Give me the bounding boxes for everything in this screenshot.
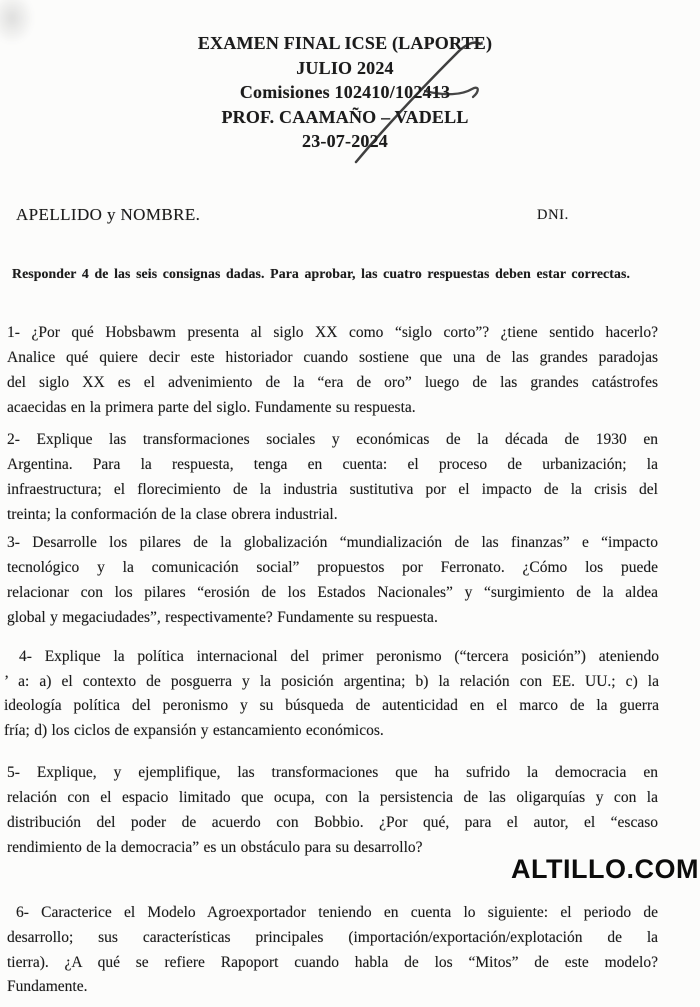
text-line: 5- Explique, y ejemplifique, las transformaciones que ha sufrido la democracia en xyxy=(7,764,658,781)
text-line: rendimiento de la democracia” es un obstáculo para su desarrollo? xyxy=(7,839,423,856)
question-1 xyxy=(7,320,658,420)
text-line: distribución del poder de acuerdo con Bobbio. ¿Por qué, para el autor, el “escaso xyxy=(7,814,658,831)
text-line: infraestructura; el florecimiento de la industria sustitutiva por el impacto de la crisis del xyxy=(7,481,658,498)
text-line: del siglo XX es el advenimiento de la “era de oro” luego de las grandes catástrofes xyxy=(7,374,658,391)
text-line: tecnológico y la comunicación social” propuestos por Ferronato. ¿Cómo los puede xyxy=(7,559,658,576)
exam-header xyxy=(0,31,690,154)
text-line: JULIO 2024 xyxy=(296,57,394,78)
text-line: tierra). ¿A qué se refiere Rapoport cuando habla de los “Mitos” de este modelo? xyxy=(7,953,658,971)
text-line: fría; d) los ciclos de expansión y estancamiento económicos. xyxy=(4,721,384,739)
name-field-label: APELLIDO y NOMBRE. xyxy=(16,205,201,224)
question-3 xyxy=(7,530,658,630)
question-6 xyxy=(7,901,658,1000)
text-line: 4- Explique la política internacional del primer peronismo (“tercera posición”) ateniendo xyxy=(19,648,659,665)
text-line: treinta; la conformación de la clase obrera industrial. xyxy=(7,506,338,523)
text-line: 2- Explique las transformaciones sociales y económicas de la década de 1930 en xyxy=(7,431,658,448)
text-line: acaecidas en la primera parte del siglo. Fundamente su respuesta. xyxy=(7,399,416,416)
text-line: relación con el espacio limitado que ocupa, con la persistencia de las oligarquías y con la xyxy=(7,789,658,806)
dni-field-label: DNI. xyxy=(537,207,569,223)
text-line: ’ a: a) el contexto de posguerra y la posición argentina; b) la relación con EE. UU.; c) la xyxy=(4,672,659,690)
question-5 xyxy=(7,760,658,860)
site-watermark: ALTILLO.COM xyxy=(511,854,699,884)
text-line: PROF. CAAMAÑO – VADELL xyxy=(221,106,469,127)
question-2 xyxy=(7,427,658,527)
text-line: 1- ¿Por qué Hobsbawm presenta al siglo XX como “siglo corto”? ¿tiene sentido hacerlo? xyxy=(7,324,658,341)
text-line: 6- Caracterice el Modelo Agroexportador teniendo en cuenta lo siguiente: el periodo de xyxy=(16,904,658,921)
text-line: desarrollo; sus características principales (importación/exportación/explotación de la xyxy=(7,928,658,946)
instruction-line: Responder 4 de las seis consignas dadas. Para aprobar, las cuatro respuestas deben estar correctas. xyxy=(12,266,630,281)
text-line: EXAMEN FINAL ICSE (LAPORTE) xyxy=(197,33,493,53)
text-line: 23-07-2024 xyxy=(302,131,388,151)
text-line: ideología política del peronismo y su búsqueda de autenticidad en el marco de la guerra xyxy=(4,697,659,714)
question-4 xyxy=(4,645,659,743)
text-line: Fundamente. xyxy=(7,978,88,996)
text-line: relacionar con los pilares “erosión de los Estados Nacionales” y “surgimiento de la aldea xyxy=(7,584,658,601)
text-line: 3- Desarrolle los pilares de la globalización “mundialización de las finanzas” e “impacto xyxy=(7,534,658,551)
text-line: Argentina. Para la respuesta, tenga en cuenta: el proceso de urbanización; la xyxy=(7,456,658,473)
text-line: Comisiones 102410/102413 xyxy=(239,82,451,102)
text-line: global y megaciudades”, respectivamente? Fundamente su respuesta. xyxy=(7,609,438,626)
text-line: Analice qué quiere decir este historiador cuando sostiene que una de las grandes paradojas xyxy=(7,349,658,366)
